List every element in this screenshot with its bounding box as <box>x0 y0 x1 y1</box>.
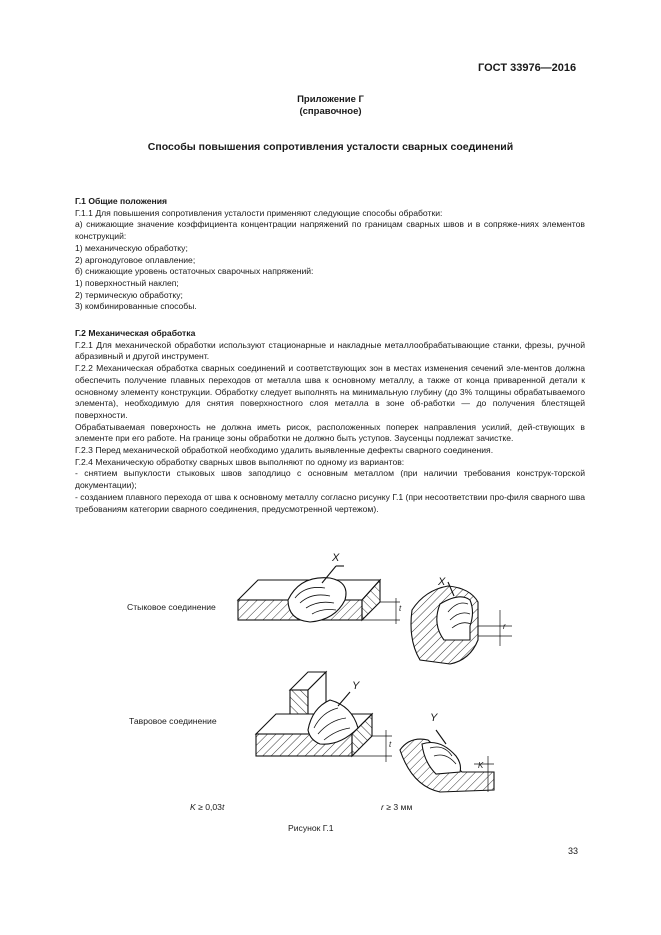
section-heading: Г.2 Механическая обработка <box>75 328 196 338</box>
tee-joint-label: Тавровое соединение <box>129 716 217 726</box>
formula-k <box>190 802 224 812</box>
detail-x-drawing <box>411 582 512 664</box>
section-heading: Г.1 Общие положения <box>75 196 167 206</box>
paragraph: - созданием плавного перехода от шва к основному металлу согласно рисунку Г.1 (при несоответствии про-филя сварного шва требованиям категории сварного соединения, предусмотренной чертежом). <box>75 491 585 514</box>
formula-k-symbol: K <box>190 802 196 812</box>
list-item: 3) комбинированные способы. <box>75 301 197 312</box>
list-item: 2) термическую обработку; <box>75 289 183 300</box>
page-number: 33 <box>568 846 579 856</box>
mark-y-detail: Y <box>430 712 438 724</box>
dim-t-butt: t <box>399 604 402 613</box>
dim-r: r <box>503 622 506 631</box>
paragraph: - снятием выпуклости стыковых швов заподлицо с основным металлом (при наличии требования конструк-торской документации); <box>75 468 585 491</box>
dim-k: K <box>478 761 484 770</box>
paragraph: Г.2.2 Механическая обработка сварных соединений и соответствующих зон в местах изменения сечений эле-ментов должна обеспечить получение плавных переходов от металла шва к основному металлу, а также от конца приваренной детали к основному элементу конструкции. Обработку следует выполнять на минимальную глубину (до 3% толщины обрабатываемого элемента), необходимую для снятия поверхностного слоя металла в зоне об-работки — до получения блестящей поверхности. <box>75 363 585 420</box>
formula-k-value: ≥ 0,03 <box>195 802 222 812</box>
list-item: 1) поверхностный наклеп; <box>75 277 179 288</box>
tee-joint-drawing <box>256 672 392 762</box>
mark-y: Y <box>352 680 360 692</box>
butt-joint-drawing <box>238 566 400 624</box>
list-item: 1) механическую обработку; <box>75 242 188 253</box>
formula-r-symbol: r <box>381 802 384 812</box>
paragraph: Обрабатываемая поверхность не должна иметь рисок, расположенных поперек направления усилий, дей-ствующих в элементе при его работе. На границе зоны обработки не должно быть уступов. Заусенцы подлежат зачистке. <box>75 421 585 444</box>
standard-number: ГОСТ 33976—2016 <box>478 62 577 74</box>
formula-k-thickness: t <box>221 802 225 812</box>
paragraph: Г.2.1 Для механической обработки используют стационарные и накладные металлообрабатывающие станки, фрезы, ручной абразивный и другой инструмент. <box>75 339 585 362</box>
list-item: б) снижающие уровень остаточных сварочных напряжений: <box>75 266 314 277</box>
paragraph: а) снижающие значение коэффициента концентрации напряжений по границам сварных швов и в сопряже-ниях элементов конструкций: <box>75 219 585 242</box>
main-title: Способы повышения сопротивления усталости сварных соединений <box>147 141 514 153</box>
appendix-subtitle: (справочное) <box>299 106 362 117</box>
figure-caption: Рисунок Г.1 <box>288 823 334 833</box>
list-item: 2) аргонодуговое оплавление; <box>75 254 196 265</box>
dim-t-tee: t <box>389 740 392 749</box>
mark-x-detail: X <box>438 576 446 588</box>
formula-r-value: ≥ 3 мм <box>383 802 413 812</box>
butt-joint-label: Стыковое соединение <box>127 602 216 612</box>
paragraph: Г.2.3 Перед механической обработкой необходимо удалить выявленные дефекты сварного соединения. <box>75 445 494 456</box>
paragraph: Г.1.1 Для повышения сопротивления усталости применяют следующие способы обработки: <box>75 207 443 218</box>
appendix-title: Приложение Г <box>297 94 364 105</box>
formula-r <box>381 802 412 812</box>
paragraph: Г.2.4 Механическую обработку сварных швов выполняют по одному из вариантов: <box>75 456 405 467</box>
mark-x: X <box>332 552 340 564</box>
